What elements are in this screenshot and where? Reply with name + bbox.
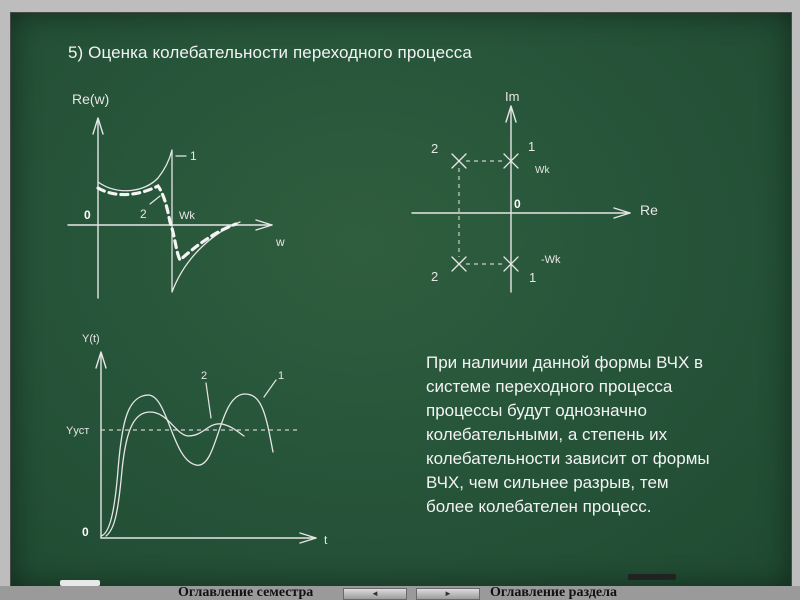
section-toc-link[interactable]: Оглавление раздела [490,585,617,600]
y-t-graph [66,333,328,547]
semester-toc-link[interactable]: Оглавление семестра [178,585,314,600]
y-t-curve-2-leader [206,383,211,418]
y-t-y-label: Y(t) [82,333,100,345]
re-w-curve-1-label: 1 [190,149,197,163]
explanation-line: более колебателен процесс. [426,497,652,516]
slide-title: 5) Оценка колебательности переходного процесса [68,43,472,62]
chalk-tray-object [628,574,676,580]
re-w-curve-2 [98,186,236,260]
explanation-line: колебательности зависит от формы [426,449,710,468]
explanation-text [426,351,766,519]
explanation-line: системе переходного процесса [426,377,673,396]
y-t-origin-label: 0 [82,525,89,539]
re-w-x-label: w [276,235,285,249]
re-axis-label: Re [640,202,658,218]
upper-left-root-label: 2 [431,141,439,156]
prev-slide-button[interactable]: ◄ [343,588,407,600]
explanation-line: процессы будут однозначно [426,401,647,420]
upper-wk-label: Wk [535,165,550,176]
im-re-origin-label: 0 [514,197,521,211]
explanation-line: При наличии данной формы ВЧХ в [426,353,704,372]
re-w-wk-label: Wk [179,210,195,222]
y-t-curve-2-label: 2 [201,370,208,382]
im-re-graph [412,89,658,292]
next-slide-button[interactable]: ► [416,588,480,600]
y-t-x-label: t [324,533,328,547]
re-w-curve-2-label: 2 [140,207,147,221]
re-w-origin-label: 0 [84,208,91,222]
y-t-curve-1 [101,394,273,536]
root-cross-upper-left [452,154,466,168]
upper-right-root-label: 1 [528,139,536,154]
navigation-bar [0,586,800,600]
lower-wk-label: -Wk [541,254,561,266]
y-steady-label: Yуст [66,425,90,437]
lower-right-root-label: 1 [529,270,537,285]
re-w-curve-2-leader [150,196,160,204]
y-t-curve-1-leader [264,380,276,397]
re-w-graph [68,91,285,298]
re-w-y-label: Re(w) [72,91,110,107]
im-axis-label: Im [505,89,520,104]
root-cross-lower-left [452,257,466,271]
explanation-line: колебательными, а степень их [426,425,668,444]
lower-left-root-label: 2 [431,269,439,284]
y-t-curve-1-label: 1 [278,370,285,382]
explanation-line: ВЧХ, чем сильнее разрыв, тем [426,473,669,492]
